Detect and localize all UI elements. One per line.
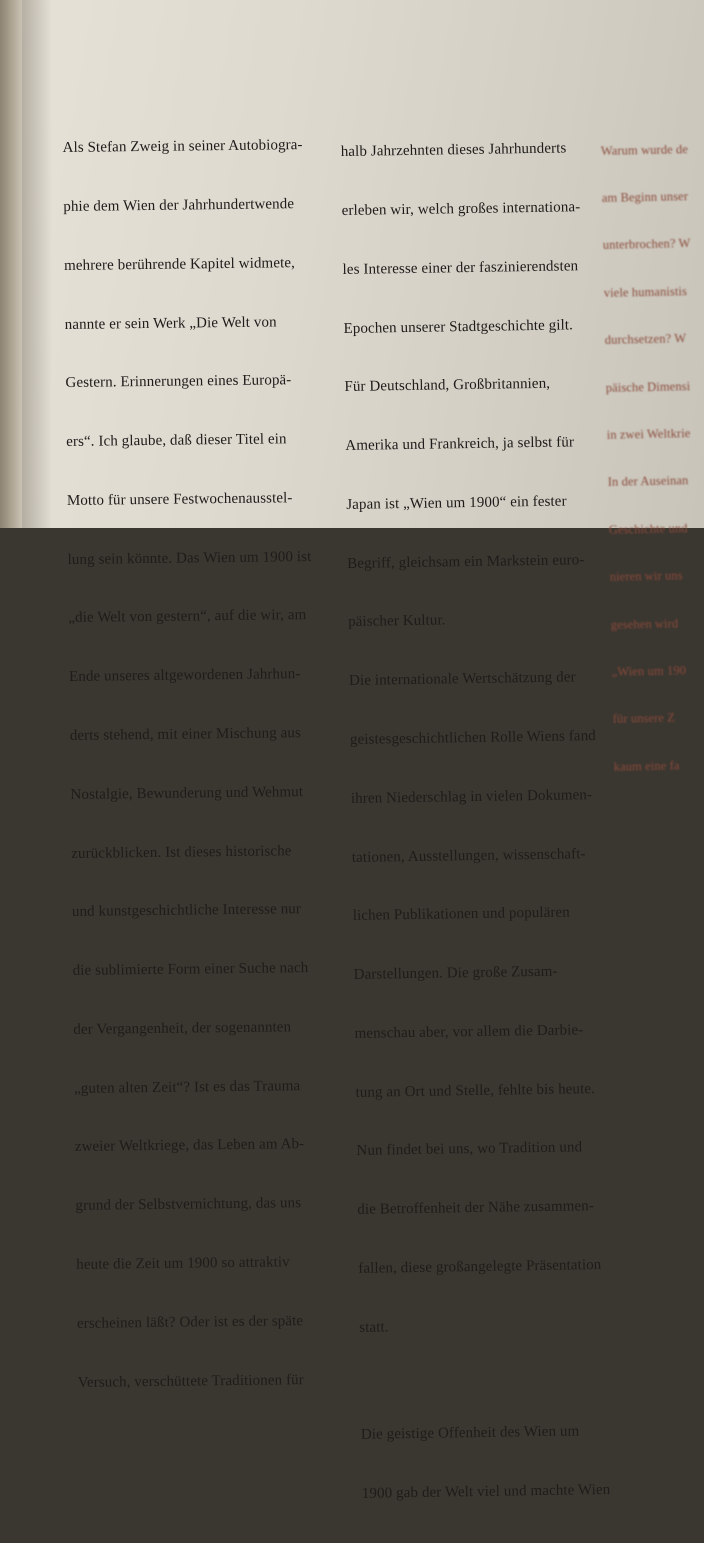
text-line: Gestern. Erinnerungen eines Europä- — [65, 372, 292, 392]
text-line: zurückblicken. Ist dieses historische — [71, 842, 292, 862]
text-line: päischer Kultur. — [348, 612, 446, 631]
text-line: Nun findet bei uns, wo Tradition und — [356, 1139, 583, 1160]
text-line: geistesgeschichtlichen Rolle Wiens fand — [349, 728, 596, 748]
text-line: ers“. Ich glaube, daß dieser Titel ein — [66, 431, 287, 451]
text-line: nannte er sein Werk „Die Welt von — [64, 313, 277, 333]
text-line: am Beginn unser — [601, 189, 689, 205]
text-line: kaum eine fa — [613, 758, 680, 774]
text-line: erleben wir, welch großes internationa- — [341, 199, 581, 219]
text-line: nieren wir uns — [609, 568, 683, 585]
text-line: menschau aber, vor allem die Darbie- — [354, 1022, 584, 1042]
text-line: ihren Niederschlag in vielen Dokumen- — [350, 786, 593, 807]
text-line: In der Auseinan — [607, 473, 689, 490]
text-column-left — [62, 97, 322, 1432]
book-binding — [0, 0, 22, 528]
text-line: Epochen unserer Stadtgeschichte gilt. — [343, 316, 574, 337]
text-line: Geschichte und — [608, 520, 688, 537]
text-line: die Betroffenheit der Nähe zusammen- — [357, 1198, 595, 1219]
text-line: Nostalgie, Bewunderung und Wehmut — [70, 783, 304, 803]
text-column-middle — [340, 100, 611, 1543]
text-line: viele humanistis — [603, 283, 688, 300]
paragraph-gap — [360, 1374, 609, 1387]
text-line: derts stehend, mit einer Mischung aus — [69, 725, 302, 744]
text-line: gesehen wird — [610, 615, 679, 632]
text-line: „guten alten Zeit“? Ist es das Trauma — [73, 1077, 301, 1097]
text-line: Die geistige Offenheit des Wien um — [360, 1423, 580, 1443]
text-line: unterbrochen? W — [602, 236, 691, 253]
text-line: 1900 gab der Welt viel und machte Wien — [361, 1481, 611, 1502]
text-line: der Vergangenheit, der sogenannten — [73, 1019, 292, 1038]
text-line: tung an Ort und Stelle, fehlte bis heute. — [355, 1080, 596, 1101]
gutter-shadow — [22, 0, 52, 528]
text-line: Darstellungen. Die große Zusam- — [353, 963, 558, 984]
text-line: grund der Selbstvernichtung, das uns — [75, 1195, 302, 1215]
text-line: Japan ist „Wien um 1900“ ein fester — [346, 493, 567, 513]
text-line: phie dem Wien der Jahrhundertwende — [63, 196, 295, 215]
text-line: fallen, diese großangelegte Präsentation — [358, 1257, 602, 1277]
text-line: „die Welt von gestern“, auf die wir, am — [68, 607, 307, 627]
text-line: lung sein könnte. Das Wien um 1900 ist — [67, 548, 312, 568]
text-line: in zwei Weltkrie — [606, 426, 691, 442]
text-line: Amerika und Frankreich, ja selbst für — [345, 434, 575, 455]
text-line: Versuch, verschüttete Traditionen für — [77, 1371, 304, 1391]
text-line: Die internationale Wertschätzung der — [348, 669, 576, 690]
text-line: Warum wurde de — [600, 141, 689, 158]
text-line: lichen Publikationen und populären — [352, 904, 570, 925]
text-line: les Interesse einer der faszinierendsten — [342, 258, 579, 278]
text-line: Ende unseres altgewordenen Jahrhun- — [68, 666, 301, 686]
text-line: für unsere Z — [612, 710, 676, 727]
text-line: halb Jahrzehnten dieses Jahrhunderts — [340, 140, 567, 161]
text-line: „Wien um 190 — [611, 663, 687, 679]
text-line: tationen, Ausstellungen, wissenschaft- — [351, 845, 586, 866]
text-line: Motto für unsere Festwochenausstel- — [66, 490, 293, 509]
text-line: päische Dimensi — [605, 378, 691, 395]
text-column-right-faded — [600, 110, 702, 807]
text-line: Für Deutschland, Großbritannien, — [344, 376, 551, 396]
text-line: Begriff, gleichsam ein Markstein euro- — [347, 551, 585, 572]
text-line: und kunstgeschichtliche Interesse nur — [71, 901, 302, 921]
text-line: Als Stefan Zweig in seiner Autobiogra- — [62, 137, 303, 157]
text-line: statt. — [359, 1319, 389, 1336]
text-line: durchsetzen? W — [604, 331, 687, 348]
text-line: erscheinen läßt? Oder ist es der späte — [76, 1312, 304, 1332]
text-line: zweier Weltkriege, das Leben am Ab- — [74, 1136, 305, 1156]
text-line: die sublimierte Form einer Suche nach — [72, 960, 309, 980]
text-line: heute die Zeit um 1900 so attraktiv — [76, 1254, 290, 1273]
text-line: mehrere berührende Kapitel widmete, — [63, 254, 296, 274]
